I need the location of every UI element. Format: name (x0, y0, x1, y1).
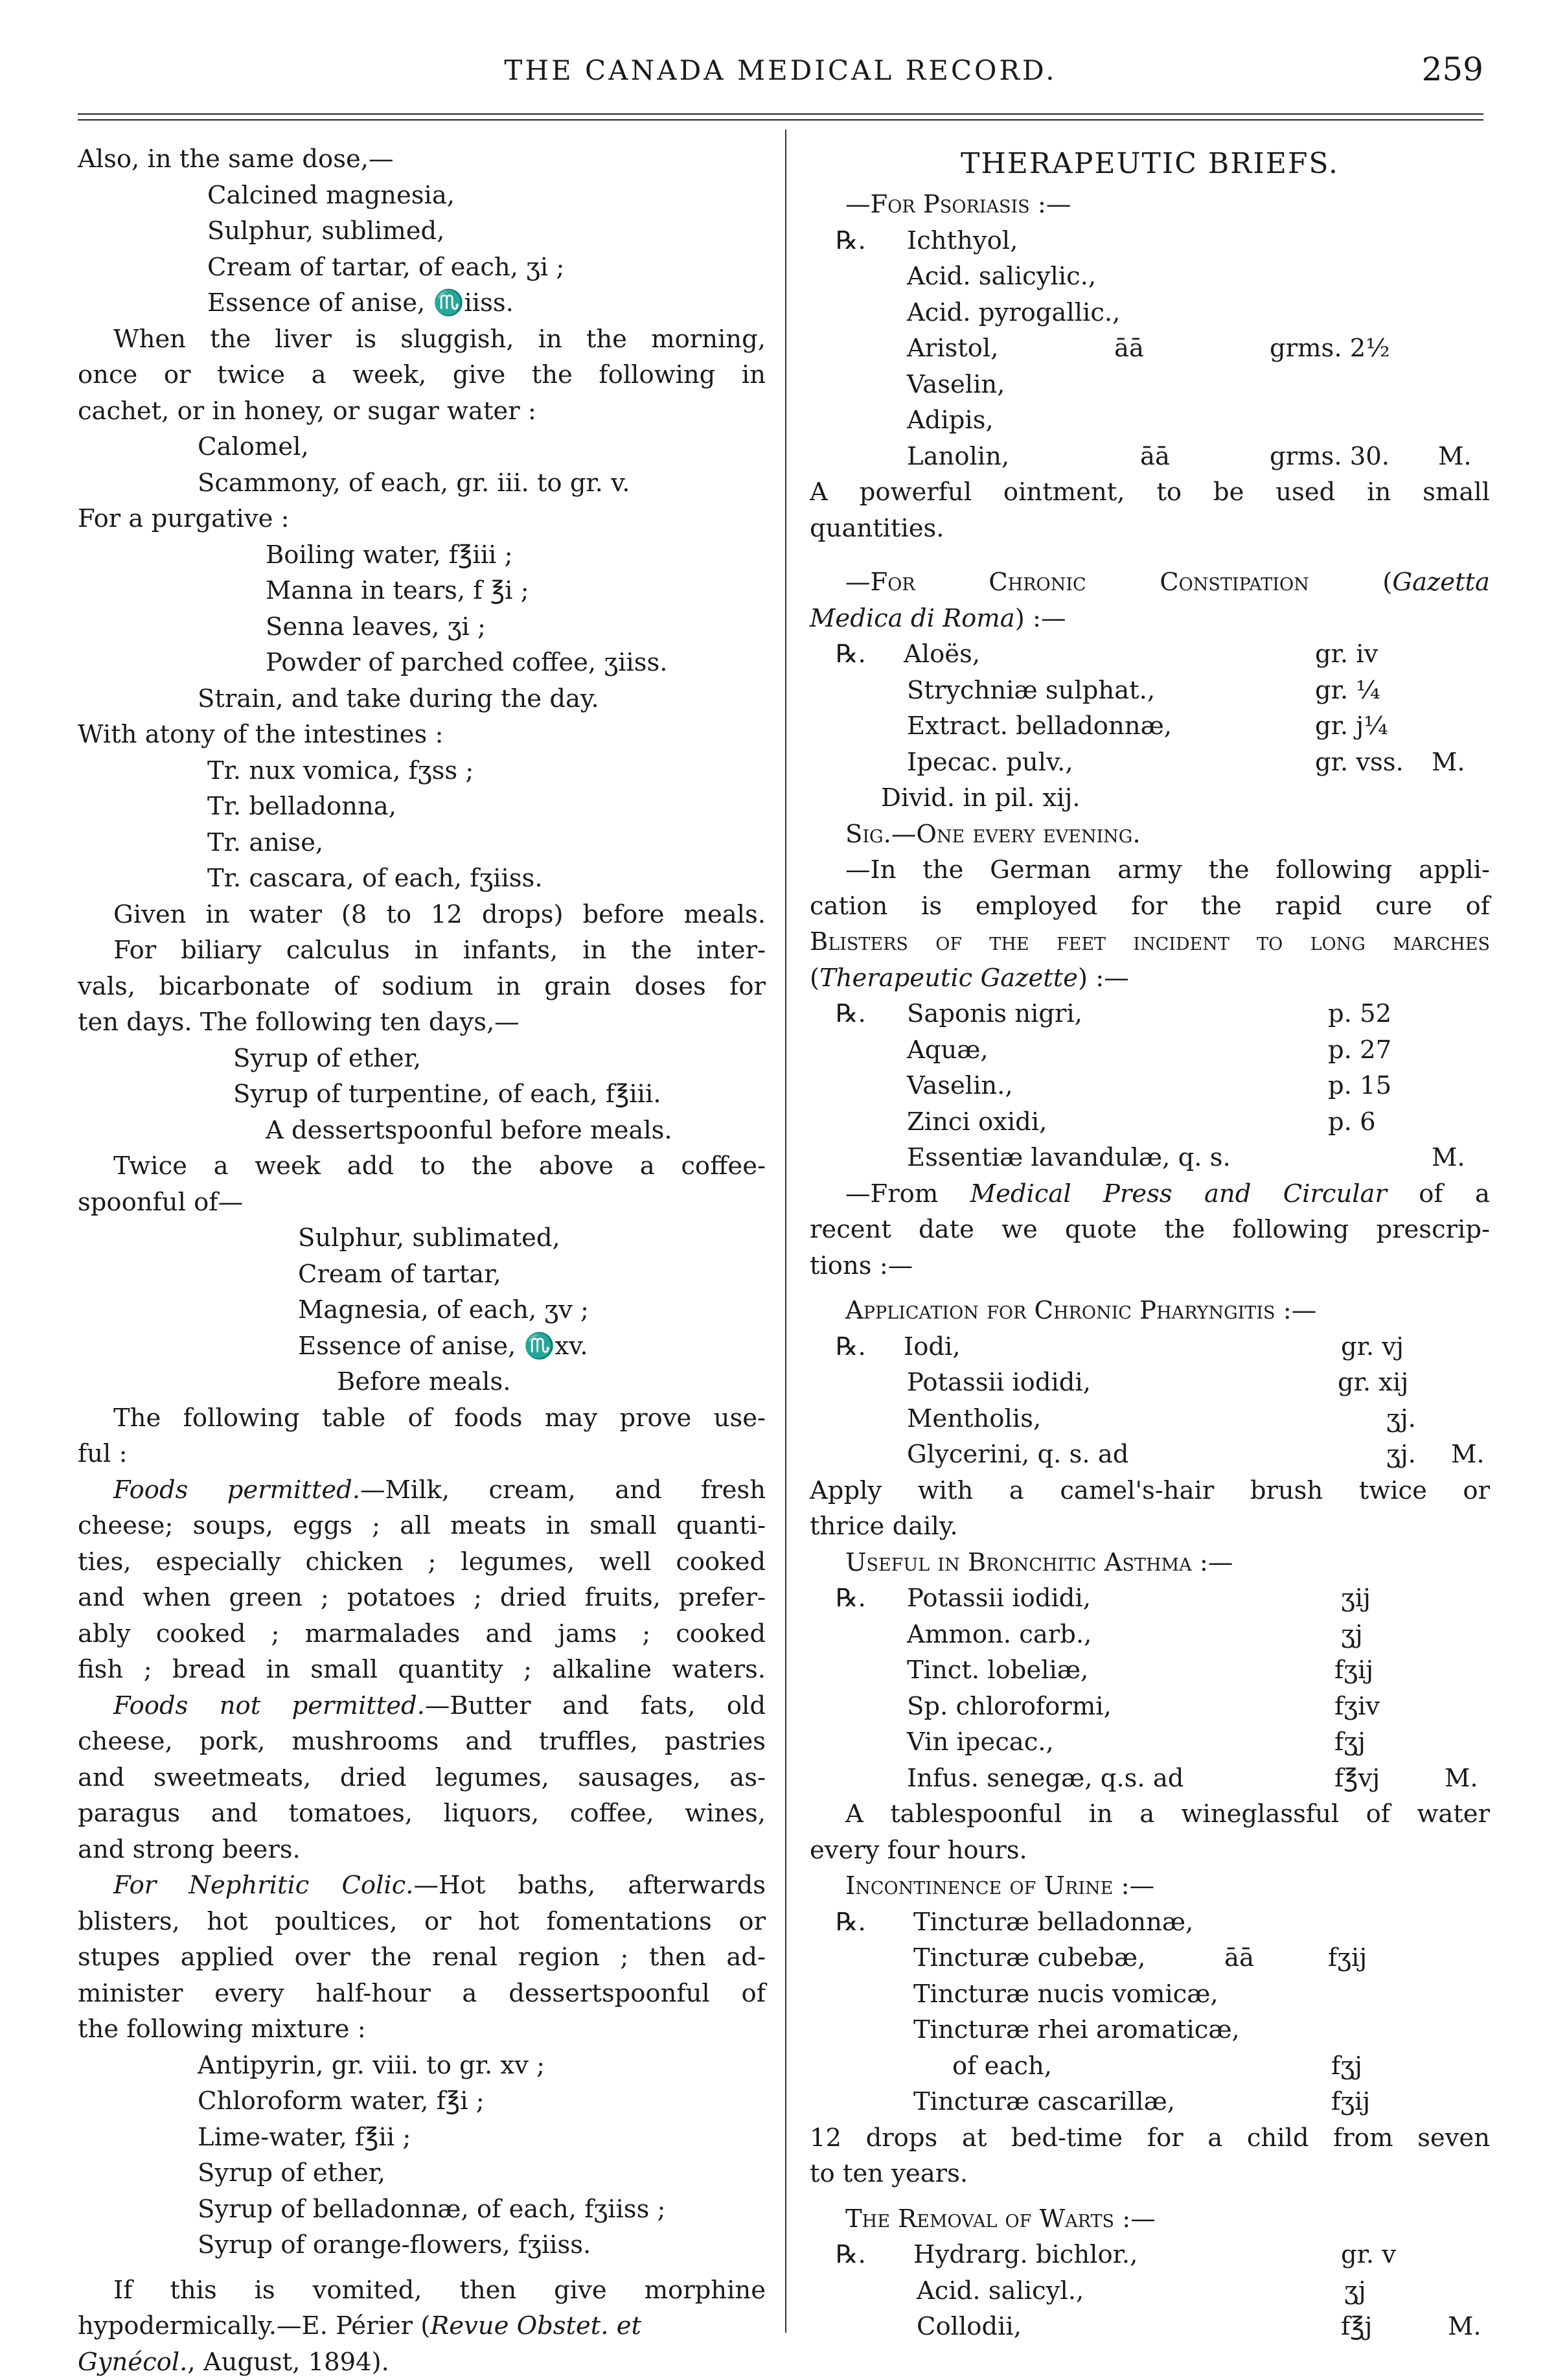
prescription-symbol: ℞. (836, 1329, 866, 1365)
recipe-line: Tincturæ cascarillæ, fʒij (810, 2084, 1490, 2120)
subsection-heading: The Removal of Warts :— (810, 2201, 1490, 2237)
recipe-line: ℞. Saponis nigri, p. 52 (810, 996, 1490, 1032)
header-rule (78, 119, 1483, 121)
recipe-line: Vin ipecac., fʒj (810, 1724, 1490, 1761)
text-line: For Nephritic Colic.—Hot baths, afterwards (78, 1867, 766, 1904)
section-title: THERAPEUTIC BRIEFS. (810, 141, 1490, 187)
prescription-symbol: ℞. (836, 636, 866, 673)
text-line: For a purgative : (78, 501, 766, 537)
recipe-line: Acid. pyrogallic., (810, 295, 1490, 331)
recipe-line: Magnesia, of each, ʒv ; (78, 1292, 766, 1328)
recipe-line: Calomel, (78, 429, 766, 465)
recipe-line: Infus. senegæ, q.s. ad f℥vj M. (810, 1761, 1490, 1797)
recipe-line: Ipecac. pulv., gr. vss. M. (810, 745, 1490, 781)
text-line: cachet, or in honey, or sugar water : (78, 393, 766, 430)
recipe-line: Glycerini, q. s. ad ʒj. M. (810, 1437, 1490, 1473)
text-line: vals, bicarbonate of sodium in grain doses for (78, 969, 766, 1005)
recipe-line: Cream of tartar, (78, 1256, 766, 1293)
recipe-line: ℞. Tincturæ belladonnæ, (810, 1904, 1490, 1941)
text-line: ten days. The following ten days,— (78, 1004, 766, 1041)
text-line: If this is vomited, then give morphine (78, 2272, 766, 2309)
recipe-line: Lanolin, āā grms. 30. M. (810, 439, 1490, 475)
recipe-line: Aristol, āā grms. 2½ (810, 330, 1490, 367)
recipe-line: Collodii, f℥j M. (810, 2309, 1490, 2345)
recipe-line: Cream of tartar, of each, ʒi ; (78, 249, 766, 286)
recipe-line: Adipis, (810, 402, 1490, 439)
subsection-heading: —For Psoriasis :— (810, 187, 1490, 223)
recipe-line: Vaselin., p. 15 (810, 1068, 1490, 1104)
text-line: Medica di Roma) :— (810, 601, 1490, 637)
text-line: hypodermically.—E. Périer (Revue Obstet. et (78, 2308, 766, 2344)
recipe-line: Tr. nux vomica, fʒss ; (78, 753, 766, 789)
recipe-line: Essence of anise, ♏xv. (78, 1328, 766, 1365)
recipe-line: Syrup of turpentine, of each, f℥iii. (78, 1076, 766, 1113)
recipe-line: ℞. Hydrarg. bichlor., gr. v (810, 2237, 1490, 2273)
recipe-line: Zinci oxidi, p. 6 (810, 1104, 1490, 1140)
text-line: Sig.—One every evening. (810, 816, 1490, 853)
text-line: A tablespoonful in a wineglassful of water (810, 1796, 1490, 1832)
text-line: fish ; bread in small quantity ; alkaline waters. (78, 1652, 766, 1688)
recipe-line: Sulphur, sublimed, (78, 213, 766, 249)
recipe-line: Syrup of ether, (78, 2155, 766, 2191)
recipe-line: Essentiæ lavandulæ, q. s. M. (810, 1140, 1490, 1176)
text-line: 12 drops at bed-time for a child from seven (810, 2120, 1490, 2156)
running-title: THE CANADA MEDICAL RECORD. (78, 54, 1483, 86)
text-line: cheese, pork, mushrooms and truffles, pastries (78, 1724, 766, 1760)
recipe-line: Tinct. lobeliæ, fʒij (810, 1652, 1490, 1689)
text-line: cheese; soups, eggs ; all meats in small quanti- (78, 1508, 766, 1544)
recipe-line: Tincturæ rhei aromaticæ, (810, 2012, 1490, 2048)
text-line: paragus and tomatoes, liquors, coffee, wines, (78, 1796, 766, 1832)
text-line: once or twice a week, give the following in (78, 357, 766, 393)
prescription-symbol: ℞. (836, 996, 866, 1032)
text-line: Strain, and take during the day. (78, 681, 766, 717)
recipe-line: Potassii iodidi, gr. xij (810, 1365, 1490, 1401)
text-line: For biliary calculus in infants, in the inter- (78, 932, 766, 969)
text-line: When the liver is sluggish, in the morning, (78, 321, 766, 358)
text-line: Blisters of the feet incident to long marches (810, 924, 1490, 960)
recipe-line: Antipyrin, gr. viii. to gr. xv ; (78, 2048, 766, 2084)
text-line: Before meals. (78, 1364, 766, 1400)
recipe-line: Sulphur, sublimated, (78, 1220, 766, 1256)
text-line: and sweetmeats, dried legumes, sausages, as- (78, 1760, 766, 1796)
text-line: thrice daily. (810, 1508, 1490, 1545)
text-line: ful : (78, 1436, 766, 1472)
text-line: Apply with a camel's-hair brush twice or (810, 1473, 1490, 1509)
recipe-line: Sp. chloroformi, fʒiv (810, 1689, 1490, 1725)
recipe-line: ℞. Potassii iodidi, ʒij (810, 1580, 1490, 1617)
text-line: and strong beers. (78, 1832, 766, 1868)
column-divider (785, 130, 786, 2333)
text-line: quantities. (810, 511, 1490, 547)
text-line: minister every half-hour a dessertspoonful of (78, 1976, 766, 2012)
recipe-line: of each, fʒj (810, 2048, 1490, 2085)
subsection-heading: Useful in Bronchitic Asthma :— (810, 1545, 1490, 1581)
italic-heading: For Nephritic Colic. (113, 1871, 414, 1900)
recipe-line: Tr. anise, (78, 825, 766, 861)
recipe-line: Ammon. carb., ʒj (810, 1617, 1490, 1653)
italic-heading: Foods not permitted. (113, 1691, 425, 1720)
text-line: A powerful ointment, to be used in small (810, 474, 1490, 511)
recipe-line: Aquæ, p. 27 (810, 1032, 1490, 1069)
recipe-line: Chloroform water, f℥i ; (78, 2083, 766, 2120)
text-line: recent date we quote the following prescrip- (810, 1212, 1490, 1248)
subsection-heading: Application for Chronic Pharyngitis :— (810, 1293, 1490, 1329)
text-line: spoonful of— (78, 1184, 766, 1221)
text-line: every four hours. (810, 1832, 1490, 1869)
prescription-symbol: ℞. (836, 1904, 866, 1941)
recipe-line: Calcined magnesia, (78, 178, 766, 214)
text-line: the following mixture : (78, 2011, 766, 2048)
recipe-line: Strychniæ sulphat., gr. ¼ (810, 673, 1490, 709)
prescription-symbol: ℞. (836, 2237, 866, 2273)
text-line: cation is employed for the rapid cure of (810, 888, 1490, 925)
text-line: Also, in the same dose,— (78, 141, 766, 178)
text-line: ties, especially chicken ; legumes, well cooked (78, 1544, 766, 1580)
recipe-line: Powder of parched coffee, ʒiiss. (78, 645, 766, 681)
text-line: Foods permitted.—Milk, cream, and fresh (78, 1472, 766, 1508)
text-line: —In the German army the following appli- (810, 852, 1490, 888)
recipe-line: Manna in tears, f ℥i ; (78, 573, 766, 609)
text-line: With atony of the intestines : (78, 717, 766, 753)
text-line: to ten years. (810, 2156, 1490, 2192)
text-line: tions :— (810, 1248, 1490, 1284)
page-header (78, 45, 1483, 117)
text-line: Foods not permitted.—Butter and fats, old (78, 1688, 766, 1724)
recipe-line: Acid. salicylic., (810, 259, 1490, 295)
recipe-line: Essence of anise, ♏iiss. (78, 285, 766, 321)
subsection-heading: Incontinence of Urine :— (810, 1868, 1490, 1904)
recipe-line: Scammony, of each, gr. iii. to gr. v. (78, 465, 766, 502)
text-line: —From Medical Press and Circular of a (810, 1176, 1490, 1212)
recipe-line: Tincturæ nucis vomicæ, (810, 1976, 1490, 2013)
subsection-heading: —For Chronic Constipation (Gazetta (810, 564, 1490, 601)
recipe-line: Mentholis, ʒj. (810, 1401, 1490, 1437)
recipe-line: Tr. cascara, of each, fʒiiss. (78, 861, 766, 897)
text-line: A dessertspoonful before meals. (78, 1113, 766, 1149)
recipe-line: Acid. salicyl., ʒj (810, 2273, 1490, 2309)
text-line: stupes applied over the renal region ; then ad- (78, 1939, 766, 1976)
left-column (78, 141, 766, 2380)
recipe-line: Vaselin, (810, 367, 1490, 403)
recipe-line: ℞. Ichthyol, (810, 223, 1490, 259)
recipe-line: ℞. Iodi, gr. vj (810, 1329, 1490, 1365)
recipe-line: Syrup of orange-flowers, fʒiiss. (78, 2227, 766, 2263)
text-line: Twice a week add to the above a coffee- (78, 1148, 766, 1184)
recipe-line: Tincturæ cubebæ, āā fʒij (810, 1940, 1490, 1976)
recipe-line: Syrup of ether, (78, 1041, 766, 1077)
italic-heading: Foods permitted. (113, 1475, 360, 1505)
text-line: Given in water (8 to 12 drops) before meals. (78, 897, 766, 933)
page-number: 259 (1422, 51, 1483, 88)
recipe-line: ℞. Aloës, gr. iv (810, 636, 1490, 673)
text-line: Divid. in pil. xij. (810, 780, 1490, 816)
text-line: Gynécol., August, 1894). (78, 2344, 766, 2380)
recipe-line: Lime-water, f℥ii ; (78, 2120, 766, 2156)
recipe-line: Tr. belladonna, (78, 789, 766, 825)
text-line: blisters, hot poultices, or hot fomentations or (78, 1904, 766, 1940)
text-line: The following table of foods may prove use- (78, 1400, 766, 1437)
recipe-line: Senna leaves, ʒi ; (78, 609, 766, 645)
recipe-line: Syrup of belladonnæ, of each, fʒiiss ; (78, 2191, 766, 2228)
right-column (810, 141, 1490, 2345)
recipe-line: Extract. belladonnæ, gr. j¼ (810, 708, 1490, 745)
prescription-symbol: ℞. (836, 223, 866, 259)
header-rule (78, 113, 1483, 115)
prescription-symbol: ℞. (836, 1580, 866, 1617)
recipe-line: Boiling water, f℥iii ; (78, 537, 766, 573)
text-line: and when green ; potatoes ; dried fruits, prefer- (78, 1580, 766, 1616)
text-line: ably cooked ; marmalades and jams ; cooked (78, 1616, 766, 1652)
text-line: (Therapeutic Gazette) :— (810, 960, 1490, 997)
